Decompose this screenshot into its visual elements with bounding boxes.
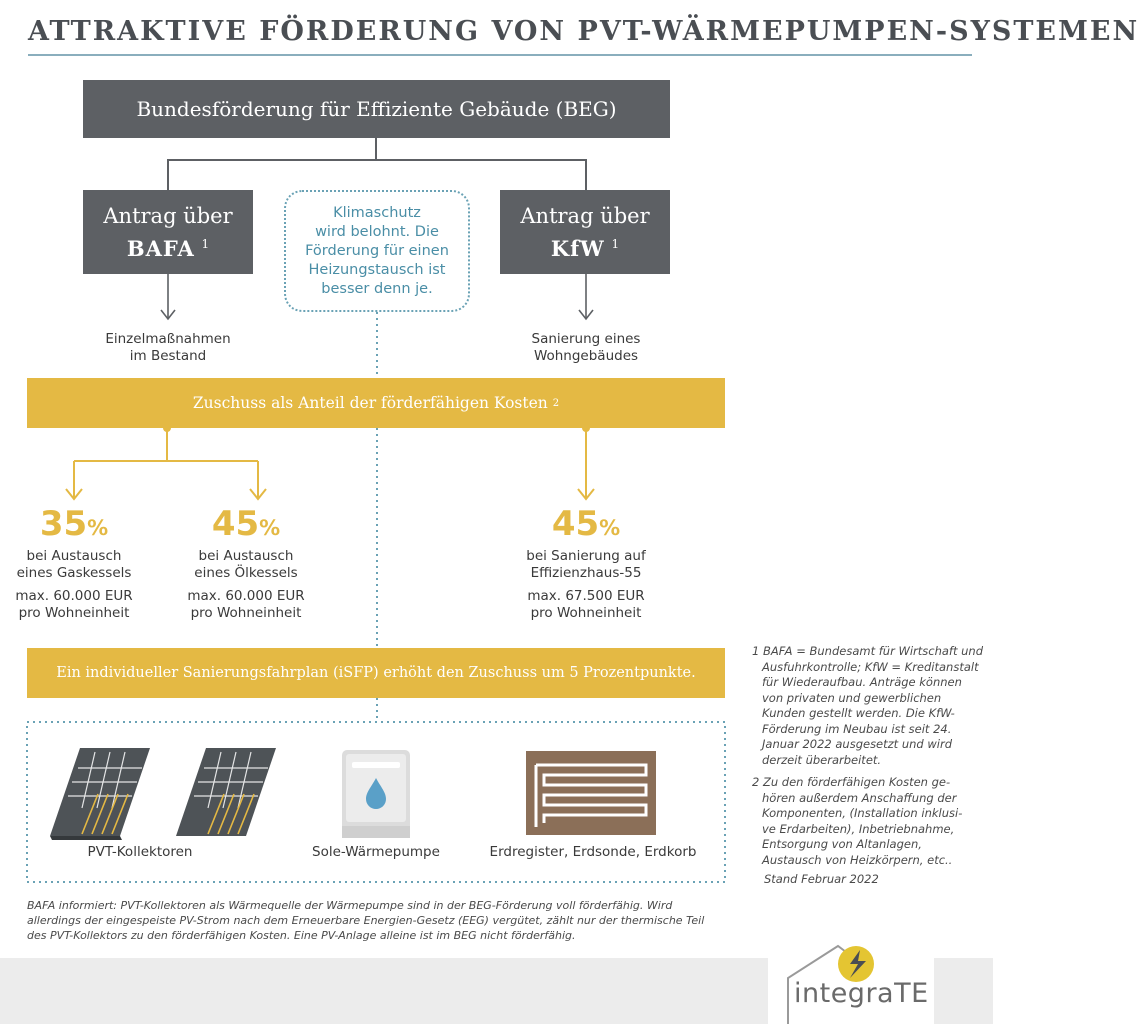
rate-desc: eines Ölkessels [194, 565, 298, 581]
bafa-name: BAFA [126, 235, 195, 261]
rate-unit: % [259, 516, 281, 540]
rate-desc: eines Gaskessels [16, 565, 132, 581]
rate-unit: % [599, 516, 621, 540]
footnote-line: ve Erdarbeiten), Inbetriebnahme, [762, 821, 955, 836]
pvt-collector-icon [50, 748, 288, 838]
footnote-line: für Wiederaufbau. Anträge können [762, 675, 962, 689]
rate-unit-note: pro Wohneinheit [530, 605, 642, 621]
bafa-line1: Antrag über [103, 203, 233, 228]
bafa-info-line: BAFA informiert: PVT-Kollektoren als Wärmequelle der Wärmepumpe sind in der BEG-Förderung voll förderfähig. Wird [27, 899, 673, 912]
footnote-line: 1 BAFA = Bundesamt für Wirtschaft und [752, 644, 983, 658]
note-line: Wohngebäudes [533, 348, 639, 364]
bafa-info [27, 898, 747, 943]
rate-gas-boiler [4, 504, 144, 622]
climate-note-line: Förderung für einen [305, 242, 449, 259]
footnote-line: Januar 2022 ausgesetzt und wird [762, 737, 953, 751]
rate-desc: Effizienzhaus-55 [530, 565, 642, 581]
rate-value: 45 [551, 504, 600, 544]
footnote-line: derzeit überarbeitet. [762, 752, 882, 767]
footnote-line: 2 Zu den förderfähigen Kosten ge- [752, 775, 951, 789]
heat-pump-label: Sole-Wärmepumpe [312, 844, 440, 860]
climate-note-line: wird belohnt. Die [315, 223, 439, 240]
isfp-bar: Ein individueller Sanierungsfahrplan (iSFP) erhöht den Zuschuss um 5 Prozentpunkte. [27, 648, 725, 698]
footnote-line: von privaten und gewerblichen [762, 690, 942, 705]
rate-max: max. 60.000 EUR [187, 588, 305, 604]
rate-oil-boiler [176, 504, 316, 622]
rate-unit-note: pro Wohneinheit [18, 605, 130, 621]
climate-note-line: Klimaschutz [333, 204, 421, 221]
footnote-2 [752, 775, 984, 868]
logo-text: integraTE [794, 978, 929, 1009]
rate-value: 45 [211, 504, 260, 544]
rate-desc: bei Sanierung auf [526, 548, 646, 564]
climate-note-line: Heizungstausch ist [308, 261, 446, 278]
note-line: Einzelmaßnahmen [105, 331, 231, 347]
kfw-line1: Antrag über [520, 203, 650, 228]
footnote-1 [752, 644, 984, 768]
heat-pump-icon [342, 750, 410, 838]
ground-collector-label: Erdregister, Erdsonde, Erdkorb [489, 844, 697, 860]
rate-desc: bei Austausch [26, 548, 122, 564]
rate-value: 35 [39, 504, 88, 544]
footnote-line: hören außerdem Anschaffung der [762, 790, 957, 805]
rate-max: max. 67.500 EUR [527, 588, 645, 604]
note-line: im Bestand [129, 348, 207, 364]
footnote-line: Ausfuhrkontrolle; KfW = Kreditanstalt [762, 659, 979, 674]
rate-efficiency-house [506, 504, 666, 622]
bafa-scope-note [88, 331, 248, 365]
rate-unit-note: pro Wohneinheit [190, 605, 302, 621]
note-line: Sanierung eines [531, 331, 641, 347]
page-title: ATTRAKTIVE FÖRDERUNG VON PVT-WÄRMEPUMPEN-SYSTEMEN [28, 16, 1139, 47]
footnote-line: Entsorgung von Altanlagen, [762, 837, 922, 851]
footnote-line: Komponenten, (Installation inklusi- [762, 806, 963, 820]
stand-date: Stand Februar 2022 [764, 872, 879, 886]
rate-max: max. 60.000 EUR [15, 588, 133, 604]
rate-desc: bei Austausch [198, 548, 294, 564]
rate-unit: % [87, 516, 109, 540]
footnote-line: Kunden gestellt werden. Die KfW- [762, 706, 955, 720]
bafa-info-line: allerdings der eingespeiste PV-Strom nach dem Erneuerbare Energien-Gesetz (EEG) vergütet, zählt nur der thermische Teil [27, 914, 705, 927]
bafa-footnote-ref: 1 [201, 236, 210, 251]
subsidy-footnote-ref: 2 [552, 397, 560, 409]
kfw-name: KfW [550, 235, 605, 261]
subsidy-bar [27, 378, 725, 428]
bafa-info-line: des PVT-Kollektors zu den förderfähigen Kosten. Eine PV-Anlage alleine ist im BEG nicht förderfähig. [27, 929, 576, 942]
kfw-scope-note [506, 331, 666, 365]
ground-collector-icon [526, 751, 656, 835]
footnote-line: Austausch von Heizkörpern, etc.. [762, 852, 953, 867]
pvt-label: PVT-Kollektoren [87, 844, 193, 860]
subsidy-bar-text: Zuschuss als Anteil der förderfähigen Kosten [192, 394, 548, 412]
climate-note-line: besser denn je. [321, 280, 433, 297]
kfw-footnote-ref: 1 [611, 236, 620, 251]
beg-box: Bundesförderung für Effiziente Gebäude (BEG) [83, 80, 670, 138]
footnote-line: Förderung im Neubau ist seit 24. [762, 721, 952, 736]
